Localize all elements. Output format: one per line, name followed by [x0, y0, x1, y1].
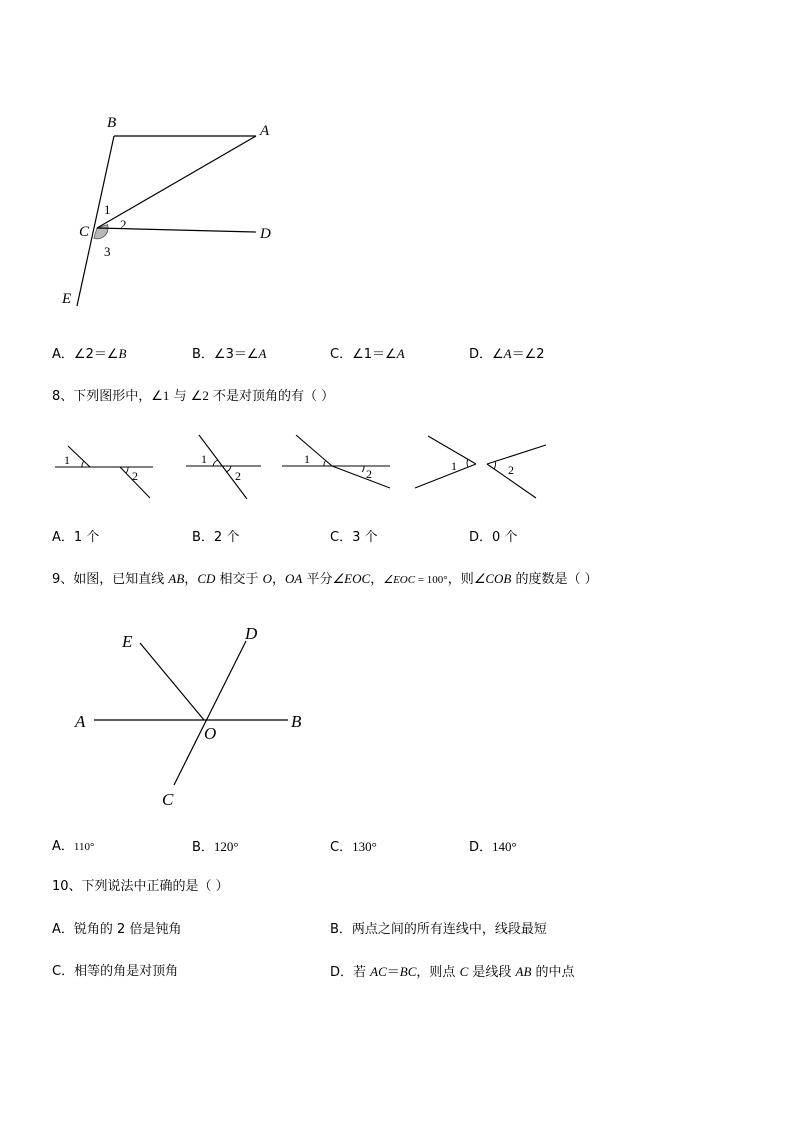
q7-option-a[interactable]: A．∠2＝∠B — [52, 346, 127, 362]
q7-option-b[interactable]: B．∠3＝∠A — [192, 346, 267, 362]
q8-option-b[interactable]: B．2 个 — [192, 530, 240, 545]
q9-option-d[interactable]: D．140° — [469, 839, 517, 855]
q9-stem: 9、如图，已知直线 AB，CD 相交于 O，OA 平分∠EOC，∠EOC = 100°，则∠COB 的度数是（ ） — [52, 571, 598, 587]
q10-option-c[interactable]: C．相等的角是对顶角 — [52, 964, 179, 979]
q8-option-d[interactable]: D．0 个 — [469, 530, 518, 545]
q8-figure-3 — [280, 432, 395, 494]
label-O: O — [204, 724, 217, 743]
label-D: D — [245, 624, 258, 643]
q10-stem: 10、下列说法中正确的是（ ） — [52, 879, 229, 894]
label-1: 1 — [201, 452, 207, 466]
label-E: E — [62, 291, 72, 307]
arc-2 — [126, 467, 128, 473]
q9-figure — [70, 615, 320, 815]
label-1: 1 — [64, 453, 70, 467]
q10-option-d[interactable]: D．若 AC＝BC，则点 C 是线段 AB 的中点 — [330, 964, 575, 980]
angle-shading — [94, 225, 108, 239]
transversal-left — [68, 446, 90, 467]
arc-2 — [362, 466, 364, 472]
q8-figure-1 — [50, 440, 160, 502]
ray-OE — [140, 643, 204, 720]
left-angle-lower — [415, 464, 476, 488]
q7-option-c[interactable]: C．∠1＝∠A — [330, 346, 405, 362]
q10-option-a[interactable]: A．锐角的 2 倍是钝角 — [52, 922, 182, 937]
label-2: 2 — [508, 463, 514, 477]
label-D: D — [260, 226, 271, 242]
line-CA — [97, 136, 256, 228]
label-2: 2 — [235, 469, 241, 483]
label-1: 1 — [451, 459, 457, 473]
arc-1 — [324, 460, 326, 466]
q7-figure — [50, 108, 290, 313]
arc-1 — [213, 460, 218, 466]
q9-option-a[interactable]: A．110° — [52, 839, 95, 854]
q8-figure-2 — [183, 432, 268, 502]
q9-option-b[interactable]: B．120° — [192, 839, 239, 855]
label-E: E — [122, 632, 133, 651]
line-CD — [174, 641, 246, 785]
right-angle-upper — [487, 445, 546, 464]
q8-figure-4 — [410, 430, 555, 502]
label-C: C — [162, 790, 174, 809]
arc-1 — [82, 461, 84, 467]
q8-stem: 8、下列图形中，∠1 与 ∠2 不是对顶角的有（ ） — [52, 388, 335, 404]
arc-1 — [467, 459, 468, 467]
label-B: B — [291, 712, 302, 731]
label-B: B — [107, 115, 117, 131]
label-A: A — [260, 123, 270, 139]
label-angle-1: 1 — [104, 202, 111, 217]
label-angle-3: 3 — [104, 244, 111, 259]
label-A: A — [75, 712, 86, 731]
q8-option-c[interactable]: C．3 个 — [330, 530, 378, 545]
transversal-upper — [296, 435, 332, 466]
q7-option-d[interactable]: D．∠A＝∠2 — [469, 346, 545, 362]
q10-option-b[interactable]: B．两点之间的所有连线中，线段最短 — [330, 922, 547, 937]
q8-option-a[interactable]: A．1 个 — [52, 530, 100, 545]
transversal — [199, 435, 247, 499]
transversal-lower — [332, 466, 390, 488]
q9-option-c[interactable]: C．130° — [330, 839, 377, 855]
label-C: C — [79, 224, 90, 240]
label-2: 2 — [132, 469, 138, 483]
label-1: 1 — [304, 452, 310, 466]
label-2: 2 — [366, 467, 372, 481]
label-angle-2: 2 — [120, 217, 127, 232]
